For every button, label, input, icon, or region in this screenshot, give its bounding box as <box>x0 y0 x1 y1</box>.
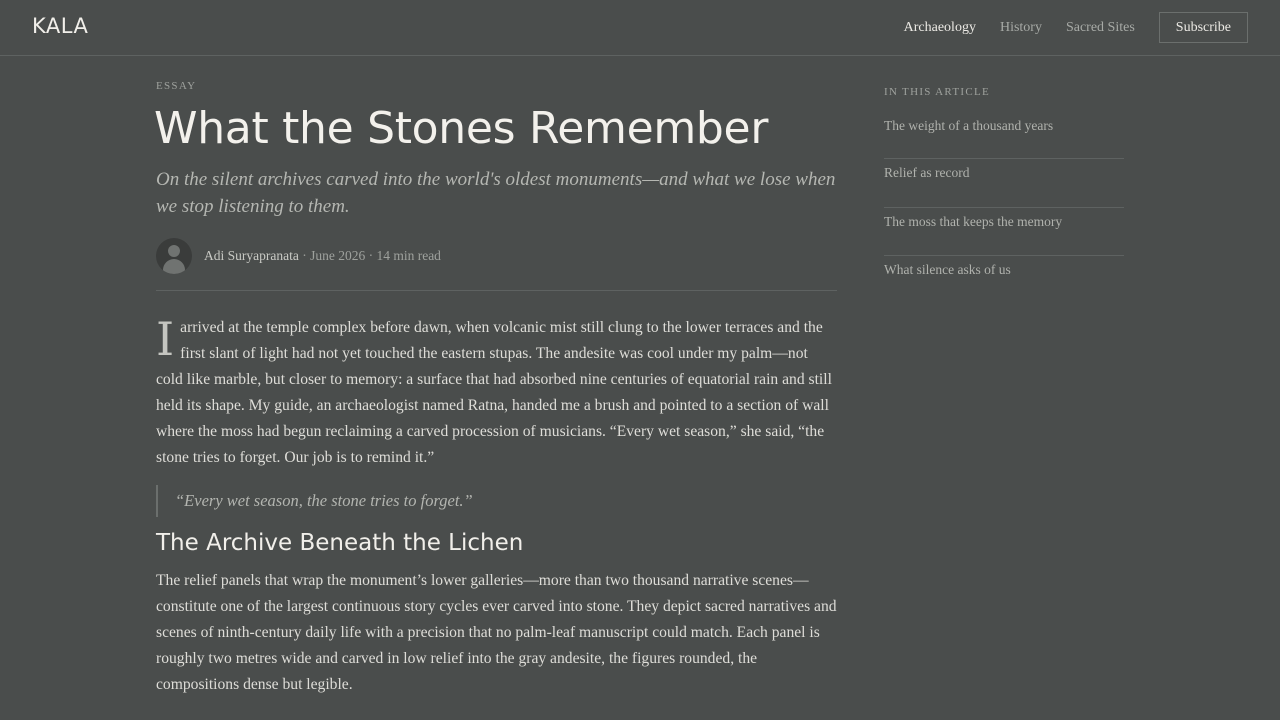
toc-item-label[interactable]: Relief as record <box>884 165 970 180</box>
toc-item[interactable] <box>884 159 1124 208</box>
toc-item[interactable] <box>884 114 1124 159</box>
byline-text <box>204 248 441 264</box>
article-kicker: ESSAY <box>156 80 197 92</box>
author-avatar-icon[interactable] <box>156 238 192 274</box>
byline <box>156 238 837 274</box>
byline-divider <box>156 290 837 291</box>
article <box>156 80 837 698</box>
article-title: What the Stones Remember <box>154 103 769 154</box>
drop-cap: I <box>156 312 175 366</box>
site-header <box>0 0 1280 56</box>
toc-heading: IN THIS ARTICLE <box>884 86 991 98</box>
article-paragraph-1 <box>156 312 837 471</box>
article-dek: On the silent archives carved into the world's oldest monuments—and what we lose when we stop listening to them. <box>156 169 836 217</box>
toc-list <box>884 114 1124 305</box>
author-name[interactable]: Adi Suryapranata <box>204 248 299 263</box>
article-paragraph-2: The relief panels that wrap the monument’s lower galleries—more than two thousand narrative scenes—constitute one of the largest continuous story cycles ever carved into stone. They depict sacred narratives and scenes of ninth-century daily life with a precision that no palm-leaf manuscript could match. Each panel is roughly two metres wide and carved in low relief into the gray andesite, the figures rounded, the compositions dense but legible. <box>156 572 837 693</box>
toc-item-label[interactable]: The weight of a thousand years <box>884 118 1054 133</box>
article-meta: · June 2026 · 14 min read <box>298 248 441 263</box>
subscribe-button[interactable]: Subscribe <box>1159 12 1248 43</box>
avatar-body-shape <box>163 259 185 274</box>
table-of-contents <box>884 86 1124 305</box>
site-logo[interactable]: KALA <box>32 14 89 38</box>
pull-quote: “Every wet season, the stone tries to forget.” <box>156 485 837 517</box>
avatar-head-shape <box>168 245 180 257</box>
nav-link-archaeology[interactable]: Archaeology <box>903 19 976 35</box>
toc-item-label[interactable]: What silence asks of us <box>884 262 1011 277</box>
nav-link-sacred-sites[interactable]: Sacred Sites <box>1065 19 1135 35</box>
main-nav <box>880 12 1248 43</box>
paragraph-1-text: arrived at the temple complex before dawn, when volcanic mist still clung to the lower terraces and the first slant of light had not yet touched the eastern stupas. The andesite was cool under my palm—not cold like marble, but closer to memory: a surface that had absorbed nine centuries of equatorial rain and still held its shape. My guide, an archaeologist named Ratna, handed me a brush and pointed to a section of wall where the moss had begun reclaiming a carved procession of musicians. “Every wet season,” she said, “the stone tries to forget. Our job is to remind it.” <box>156 319 832 466</box>
toc-item[interactable] <box>884 208 1124 257</box>
section-heading: The Archive Beneath the Lichen <box>156 530 524 556</box>
toc-item-label[interactable]: The moss that keeps the memory <box>884 213 1063 229</box>
toc-item[interactable] <box>884 256 1124 305</box>
nav-link-history[interactable]: History <box>999 19 1042 35</box>
